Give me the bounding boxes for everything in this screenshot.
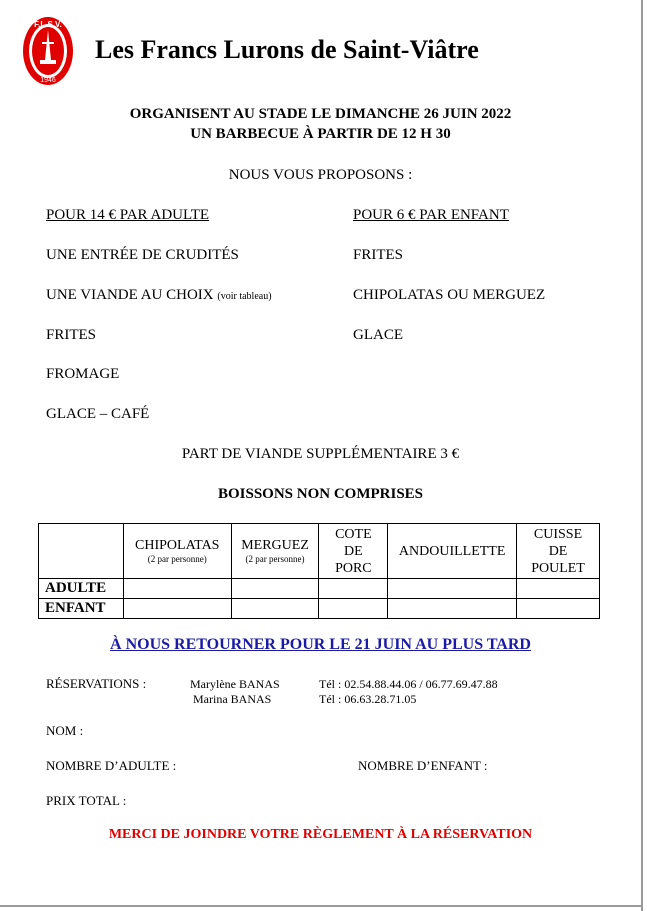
column-header-merguez [231,524,319,579]
nom-field-label: NOM : [46,723,84,738]
order-cell[interactable] [517,599,600,619]
adult-menu-item: FRITES [46,327,97,343]
child-menu-item: CHIPOLATAS OU MERGUEZ [353,287,546,303]
reservations-label: RÉSERVATIONS : [46,676,147,691]
meat-order-table [38,523,600,619]
order-cell[interactable] [231,579,319,599]
table-corner-cell [39,524,124,579]
column-header-sub: (2 par personne) [245,554,305,564]
column-header-sub: (2 par personne) [147,554,207,564]
order-cell[interactable] [319,579,388,599]
column-header-label: CUISSE DE POULET [531,526,585,576]
page-edge-shadow [0,905,643,907]
contact-name: Marylène BANAS [190,677,280,691]
row-header-enfant: ENFANT [39,599,124,619]
table-row [39,579,600,599]
column-header-label: ANDOUILLETTE [398,543,506,559]
svg-text:1946: 1946 [40,77,56,84]
column-header-cote-de-porc [319,524,388,579]
nombre-adulte-field-label: NOMBRE D’ADULTE : [46,758,177,773]
contact-phone: Tél : 02.54.88.44.06 / 06.77.69.47.88 [319,677,498,691]
adult-menu-item-label: UNE VIANDE AU CHOIX [46,287,214,303]
row-header-adulte: ADULTE [39,579,124,599]
order-cell[interactable] [123,579,231,599]
payment-notice: MERCI DE JOINDRE VOTRE RÈGLEMENT À LA RÉSERVATION [108,827,533,842]
see-table-note: (voir tableau) [217,291,272,302]
child-menu-heading: POUR 6 € PAR ENFANT [353,207,509,223]
child-menu-item: GLACE [353,327,403,343]
order-cell[interactable] [388,599,517,619]
adult-menu-item [46,287,272,304]
contact-name: Marina BANAS [193,692,272,706]
order-cell[interactable] [123,599,231,619]
adult-menu-item: GLACE – CAFÉ [46,406,150,422]
child-menu-item: FRITES [353,247,404,263]
extra-meat-line: PART DE VIANDE SUPPLÉMENTAIRE 3 € [181,446,460,462]
column-header-label: MERGUEZ [241,538,309,553]
table-header-row [39,524,600,579]
nombre-enfant-field-label: NOMBRE D’ENFANT : [358,758,488,773]
page-title: Les Francs Lurons de Saint-Viâtre [95,35,479,64]
announcement-line-2: UN BARBECUE À PARTIR DE 12 H 30 [190,126,451,142]
adult-menu-heading: POUR 14 € PAR ADULTE [46,207,210,223]
order-cell[interactable] [517,579,600,599]
page-edge-shadow [641,0,643,911]
column-header-andouillette [388,524,517,579]
prix-total-field-label: PRIX TOTAL : [46,793,127,808]
announcement-line-1: ORGANISENT AU STADE LE DIMANCHE 26 JUIN 2022 [129,106,512,122]
column-header-cuisse-de-poulet [517,524,600,579]
svg-text:F.L.S.V.: F.L.S.V. [34,20,62,29]
adult-menu-item: UNE ENTRÉE DE CRUDITÉS [46,247,239,263]
column-header-chipolatas [123,524,231,579]
return-deadline-notice: À NOUS RETOURNER POUR LE 21 JUIN AU PLUS TARD [110,636,531,653]
proposons-heading: NOUS VOUS PROPOSONS : [228,167,413,183]
table-row [39,599,600,619]
column-header-label: CHIPOLATAS [135,538,220,553]
column-header-label: COTE DE PORC [335,526,372,576]
drinks-not-included: BOISSONS NON COMPRISES [217,486,424,502]
contact-phone: Tél : 06.63.28.71.05 [319,692,417,706]
order-cell[interactable] [231,599,319,619]
adult-menu-item: FROMAGE [46,366,120,382]
club-logo [22,16,74,86]
order-cell[interactable] [388,579,517,599]
order-cell[interactable] [319,599,388,619]
